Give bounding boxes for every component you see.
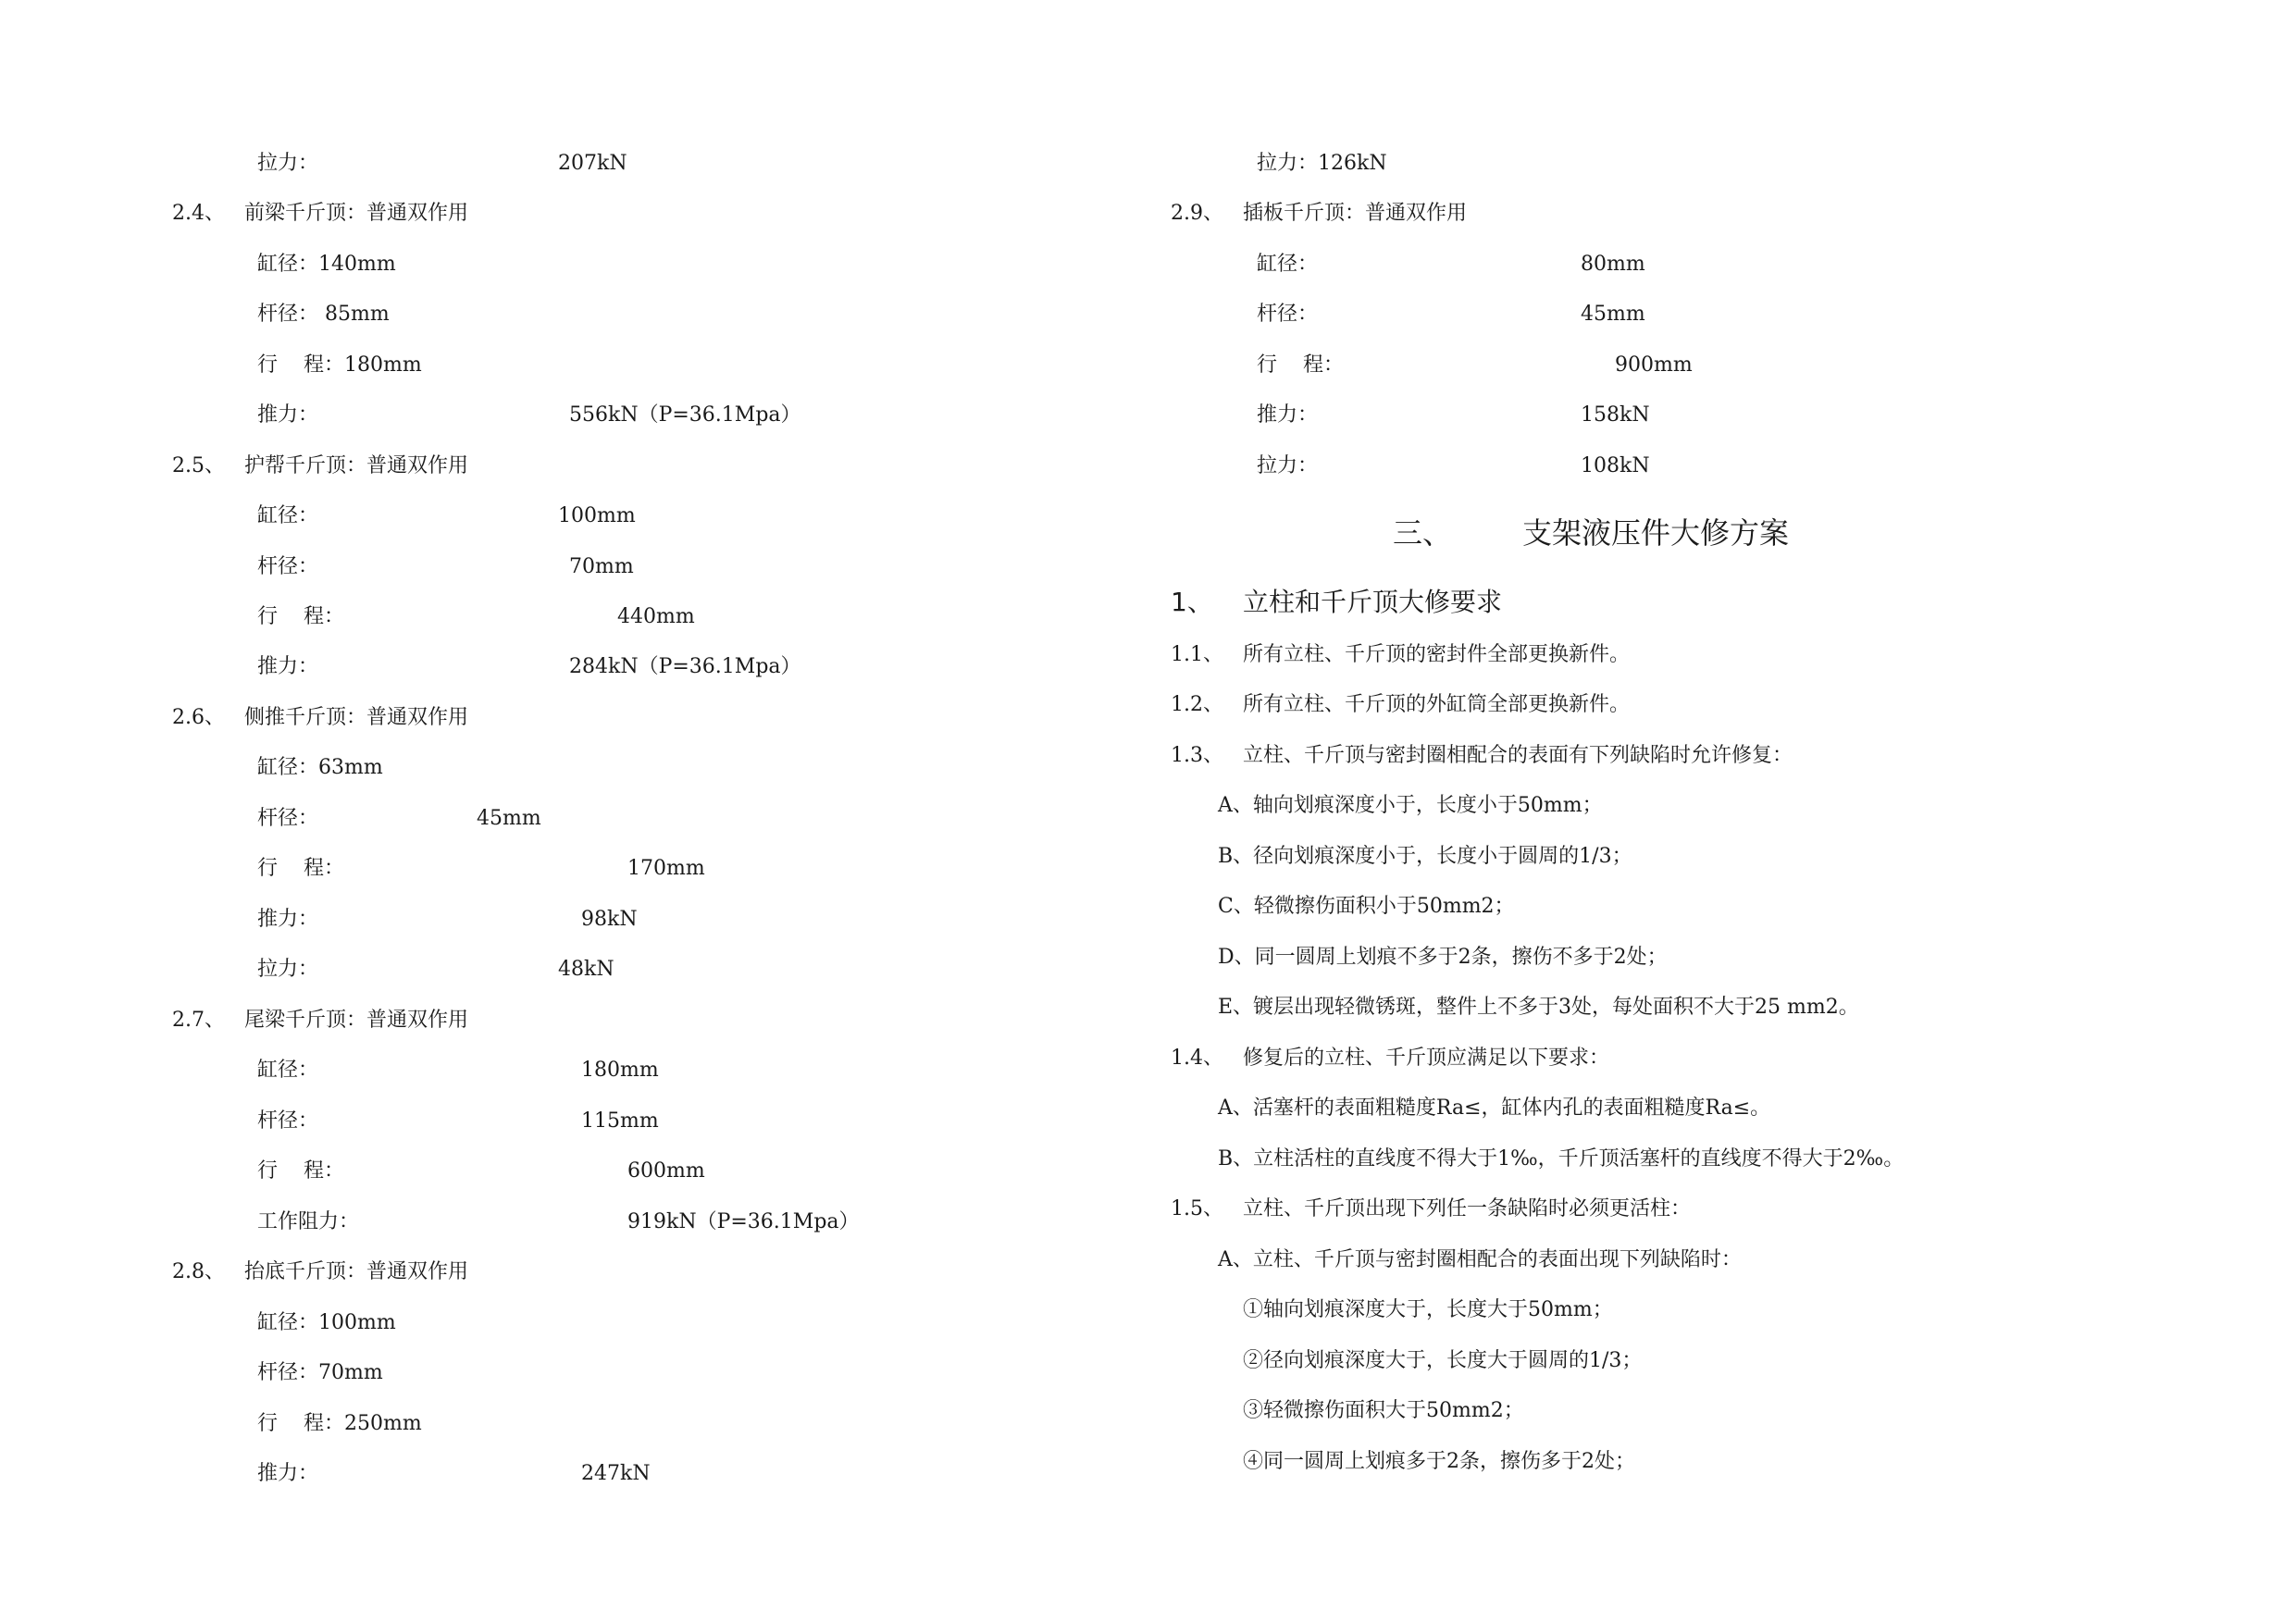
- spec-value: 440mm: [617, 605, 695, 628]
- spec-line: 缸径：63mm: [257, 756, 383, 779]
- clause-number: 1.4、: [1171, 1047, 1223, 1070]
- clause-number: 1.1、: [1171, 643, 1223, 666]
- clause-subitem: ④同一圆周上划痕多于2条，擦伤多于2处；: [1243, 1450, 1635, 1473]
- subsection-number: 1、: [1171, 587, 1213, 617]
- section-number: 2.9、: [1171, 202, 1223, 225]
- clause-number: 1.3、: [1171, 744, 1223, 767]
- spec-label: 推力：: [257, 655, 319, 678]
- spec-value: 115mm: [581, 1109, 659, 1133]
- spec-label: 杆径：: [257, 555, 319, 578]
- clause-item: A、立柱、千斤顶与密封圈相配合的表面出现下列缺陷时：: [1218, 1248, 1742, 1271]
- spec-value: 45mm: [1581, 303, 1645, 326]
- spec-label: 行 程：: [257, 1159, 344, 1183]
- section-number: 2.4、: [172, 202, 225, 225]
- spec-value: 900mm: [1615, 353, 1693, 377]
- spec-label: 行 程：: [1257, 353, 1344, 377]
- spec-line: 行 程：250mm: [257, 1412, 422, 1435]
- clause-subitem: ②径向划痕深度大于，长度大于圆周的1/3；: [1243, 1349, 1643, 1372]
- clause-text: 修复后的立柱、千斤顶应满足以下要求：: [1243, 1047, 1610, 1070]
- section-title: 前梁千斤顶：普通双作用: [244, 202, 469, 225]
- clause-item: C、轻微擦伤面积小于50mm2；: [1218, 895, 1515, 918]
- spec-value: 158kN: [1581, 403, 1650, 427]
- spec-value: 180mm: [581, 1059, 659, 1082]
- spec-value: 108kN: [1581, 454, 1650, 477]
- spec-value: 170mm: [627, 857, 705, 880]
- spec-line: 杆径：70mm: [257, 1361, 383, 1384]
- clause-item: B、立柱活柱的直线度不得大于1‰，千斤顶活塞杆的直线度不得大于2‰。: [1218, 1147, 1905, 1171]
- spec-value: 48kN: [558, 958, 614, 981]
- spec-line: 缸径：140mm: [257, 253, 396, 276]
- clause-item: E、镀层出现轻微锈斑，整件上不多于3处，每处面积不大于25 mm2。: [1218, 996, 1859, 1019]
- pull-force-value: 207kN: [558, 152, 627, 175]
- spec-label: 拉力：: [1257, 454, 1319, 477]
- clause-text: 立柱、千斤顶出现下列任一条缺陷时必须更活柱：: [1243, 1197, 1692, 1220]
- spec-value: 600mm: [627, 1159, 705, 1183]
- spec-label: 缸径：: [1257, 253, 1319, 276]
- spec-value: 284kN（P=36.1Mpa）: [569, 655, 801, 678]
- spec-label: 缸径：: [257, 504, 319, 527]
- spec-value: 70mm: [569, 555, 634, 578]
- section-number: 2.5、: [172, 454, 225, 477]
- section-title: 护帮千斤顶：普通双作用: [244, 454, 469, 477]
- chapter-title: 支架液压件大修方案: [1522, 515, 1790, 551]
- spec-label: 拉力：: [257, 958, 319, 981]
- section-title: 插板千斤顶：普通双作用: [1243, 202, 1468, 225]
- clause-item: A、轴向划痕深度小于，长度小于50mm；: [1218, 794, 1603, 817]
- clause-text: 所有立柱、千斤顶的外缸筒全部更换新件。: [1243, 693, 1631, 716]
- spec-label: 行 程：: [257, 857, 344, 880]
- pull-force-label: 拉力：: [257, 152, 319, 175]
- clause-number: 1.2、: [1171, 693, 1223, 716]
- spec-label: 杆径：: [1257, 303, 1319, 326]
- section-number: 2.6、: [172, 706, 225, 729]
- clause-subitem: ③轻微擦伤面积大于50mm2；: [1243, 1399, 1524, 1422]
- spec-value: 98kN: [581, 908, 638, 931]
- spec-value: 919kN（P=36.1Mpa）: [627, 1210, 860, 1233]
- clause-number: 1.5、: [1171, 1197, 1223, 1220]
- clause-text: 立柱、千斤顶与密封圈相配合的表面有下列缺陷时允许修复：: [1243, 744, 1793, 767]
- spec-label: 杆径：: [257, 1109, 319, 1133]
- section-number: 2.8、: [172, 1260, 225, 1283]
- subsection-title: 立柱和千斤顶大修要求: [1243, 587, 1503, 617]
- spec-label: 推力：: [257, 1462, 319, 1485]
- clause-item: D、同一圆周上划痕不多于2条，擦伤不多于2处；: [1218, 946, 1668, 969]
- clause-item: A、活塞杆的表面粗糙度Ra≤，缸体内孔的表面粗糙度Ra≤。: [1218, 1096, 1771, 1120]
- spec-value: 556kN（P=36.1Mpa）: [569, 403, 801, 427]
- spec-label: 推力：: [257, 908, 319, 931]
- section-title: 抬底千斤顶：普通双作用: [244, 1260, 469, 1283]
- section-title: 侧推千斤顶：普通双作用: [244, 706, 469, 729]
- section-number: 2.7、: [172, 1009, 225, 1032]
- clause-subitem: ①轴向划痕深度大于，长度大于50mm；: [1243, 1298, 1613, 1321]
- chapter-number: 三、: [1393, 515, 1453, 551]
- spec-label: 工作阻力：: [257, 1210, 360, 1233]
- spec-label: 行 程：: [257, 605, 344, 628]
- spec-line: 杆径： 85mm: [257, 303, 390, 326]
- spec-label: 杆径：: [257, 807, 319, 830]
- spec-value: 100mm: [558, 504, 636, 527]
- section-title: 尾梁千斤顶：普通双作用: [244, 1009, 469, 1032]
- spec-line: 拉力：126kN: [1257, 152, 1387, 175]
- spec-line: 行 程：180mm: [257, 353, 422, 377]
- spec-label: 推力：: [257, 403, 319, 427]
- spec-label: 推力：: [1257, 403, 1319, 427]
- spec-label: 缸径：: [257, 1059, 319, 1082]
- spec-value: 247kN: [581, 1462, 651, 1485]
- spec-value: 45mm: [477, 807, 541, 830]
- spec-line: 缸径：100mm: [257, 1311, 396, 1334]
- spec-value: 80mm: [1581, 253, 1645, 276]
- clause-text: 所有立柱、千斤顶的密封件全部更换新件。: [1243, 643, 1631, 666]
- clause-item: B、径向划痕深度小于，长度小于圆周的1/3；: [1218, 845, 1632, 868]
